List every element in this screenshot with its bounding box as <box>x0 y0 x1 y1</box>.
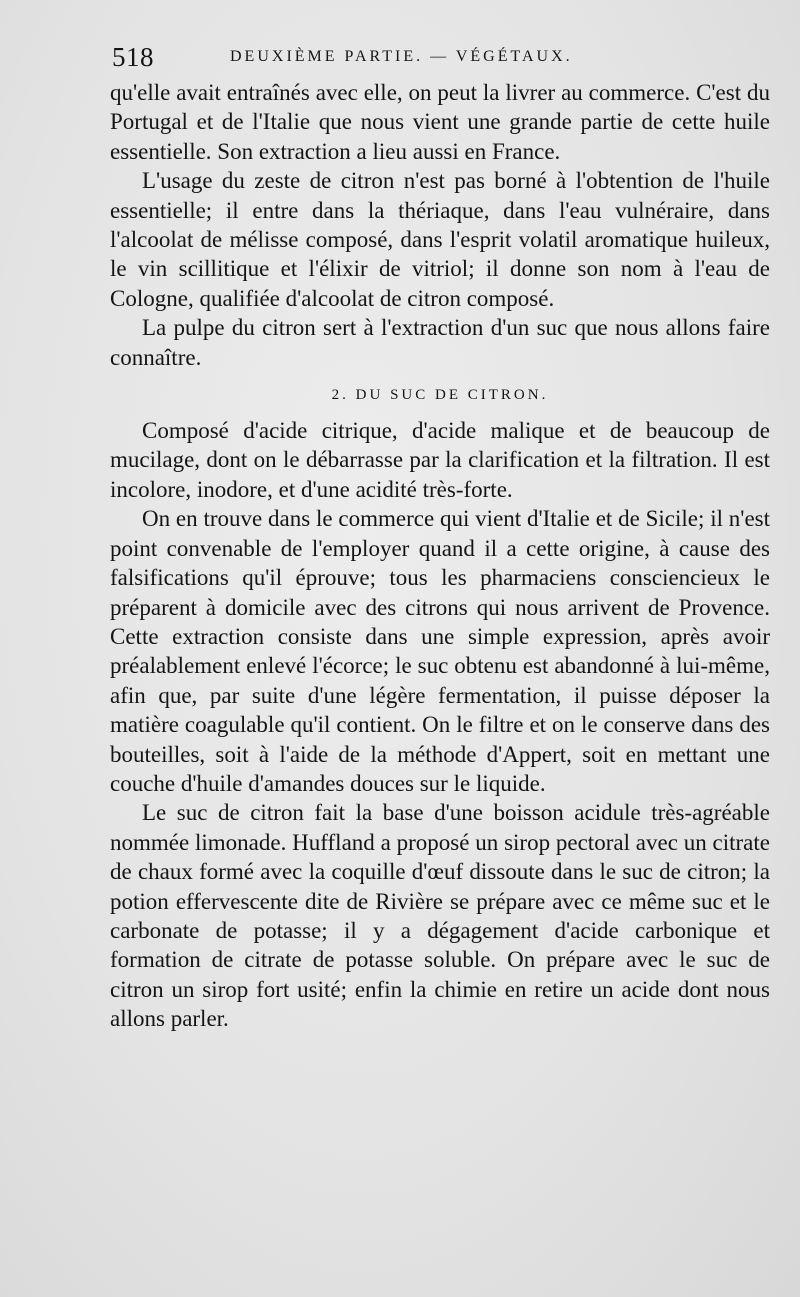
paragraph-6: Le suc de citron fait la base d'une boisson acidule très-agréable nommée limonade. Huffland a proposé un sirop pectoral avec un citrate de chaux formé avec la coquille d'œuf dissoute dans le suc de citron; la potion effervescente dite de Rivière se prépare avec ce même suc et le carbonate de potasse; il y a dégagement d'acide carbonique et formation de citrate de potasse soluble. On prépare avec le suc de citron un sirop fort usité; enfin la chimie en retire un acide dont nous allons parler. <box>110 800 770 1032</box>
paragraph-1: qu'elle avait entraînés avec elle, on peut la livrer au commerce. C'est du Portugal et de l'Italie que nous vient une grande partie de cette huile essentielle. Son extraction a lieu aussi en France. <box>110 80 770 164</box>
paragraph-3: La pulpe du citron sert à l'extraction d'un suc que nous allons faire connaître. <box>110 315 770 370</box>
page-header <box>112 38 772 78</box>
paragraph-2: L'usage du zeste de citron n'est pas borné à l'obtention de l'huile essentielle; il entre dans la thériaque, dans l'eau vulnéraire, dans l'alcoolat de mélisse composé, dans l'esprit volatil aromatique huileux, le vin scillitique et l'élixir de vitriol; il donne son nom à l'eau de Cologne, qualifiée d'alcoolat de citron composé. <box>110 168 770 311</box>
section-title: 2. DU SUC DE CITRON. <box>331 387 549 404</box>
paragraph-4: Composé d'acide citrique, d'acide malique et de beaucoup de mucilage, dont on le débarrasse par la clarification et la filtration. Il est incolore, inodore, et d'une acidité très-forte. <box>110 418 770 502</box>
page-number: 518 <box>112 42 154 72</box>
body-text <box>110 78 770 1034</box>
running-head: DEUXIÈME PARTIE. — VÉGÉTAUX. <box>230 48 573 65</box>
paragraph-5: On en trouve dans le commerce qui vient d'Italie et de Sicile; il n'est point convenable de l'employer quand il a cette origine, à cause des falsifications qu'il éprouve; tous les pharmaciens consciencieux le préparent à domicile avec des citrons qui nous arrivent de Provence. Cette extraction consiste dans une simple expression, après avoir préalablement enlevé l'écorce; le suc obtenu est abandonné à lui-même, afin que, par suite d'une légère fermentation, il puisse déposer la matière coagulable qu'il contient. On le filtre et on le conserve dans des bouteilles, soit à l'aide de la méthode d'Appert, soit en mettant une couche d'huile d'amandes douces sur le liquide. <box>110 506 770 796</box>
